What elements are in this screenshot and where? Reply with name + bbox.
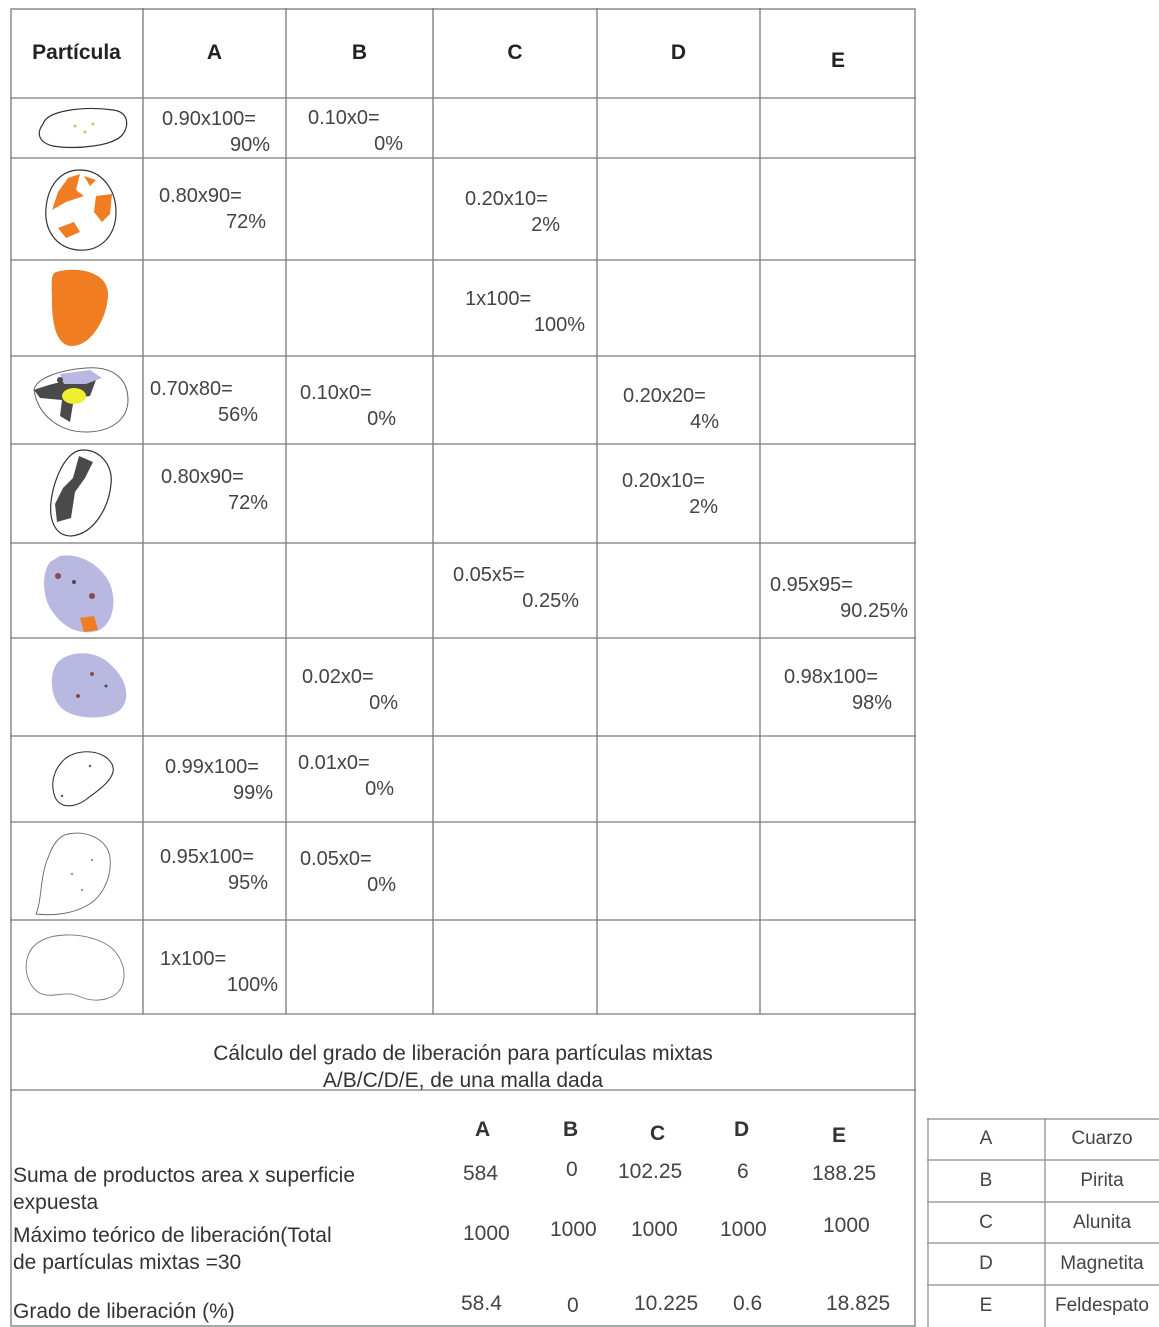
cell-5-d: 0.20x10= 2% (622, 470, 718, 518)
legend-row-d: D Magnetita (979, 1253, 1144, 1274)
legend-row-b: B Pirita (979, 1170, 1124, 1191)
summary-max-a: 1000 (463, 1222, 510, 1245)
cell-2-c: 0.20x10= 2% (465, 188, 560, 236)
cell-6-e: 0.95x95= 90.25% (770, 574, 908, 622)
cell-3-c: 1x100= 100% (465, 288, 585, 336)
summary-header-a: A (475, 1118, 491, 1141)
particle-1-icon (35, 104, 131, 154)
cell-2-a: 0.80x90= 72% (159, 185, 266, 233)
liberation-table (10, 8, 916, 1327)
cell-8-a: 0.99x100= 99% (165, 756, 273, 804)
cell-4-a: 0.70x80= 56% (150, 378, 258, 426)
summary-max-e: 1000 (823, 1214, 870, 1237)
summary-sum-c: 102.25 (618, 1160, 683, 1183)
summary-header-b: B (563, 1118, 579, 1141)
summary-label-max: Máximo teórico de liberación(Total de partículas mixtas =30 (13, 1224, 332, 1274)
header-d: D (670, 41, 687, 64)
header-particle: Partícula (32, 41, 121, 64)
summary-label-sum: Suma de productos area x superficie expuesta (13, 1164, 356, 1214)
summary-label-grade: Grado de liberación (%) (13, 1300, 235, 1323)
cell-9-a: 0.95x100= 95% (160, 846, 268, 894)
summary-sum-d: 6 (737, 1160, 749, 1183)
header-a: A (206, 41, 223, 64)
summary-grade-b: 0 (567, 1294, 579, 1317)
summary-grade-a: 58.4 (461, 1292, 502, 1315)
particle-3-icon (48, 266, 114, 350)
cell-10-a: 1x100= 100% (160, 948, 278, 996)
particle-7-icon (48, 648, 134, 724)
summary-sum-b: 0 (566, 1158, 578, 1181)
mineral-legend (927, 1118, 1159, 1327)
legend-row-e: E Feldespato (979, 1295, 1149, 1316)
cell-7-b: 0.02x0= 0% (302, 666, 398, 714)
cell-4-d: 0.20x20= 4% (623, 385, 719, 433)
legend-row-c: C Alunita (979, 1212, 1132, 1233)
summary-header-d: D (734, 1118, 750, 1141)
summary-header-c: C (650, 1122, 666, 1145)
particle-10-icon (20, 928, 132, 1008)
summary-max-b: 1000 (550, 1218, 597, 1241)
cell-1-a: 0.90x100= 90% (162, 108, 270, 156)
legend-row-a: A Cuarzo (979, 1128, 1133, 1149)
summary-header-e: E (832, 1124, 847, 1147)
summary-grade-d: 0.6 (733, 1292, 763, 1315)
cell-8-b: 0.01x0= 0% (298, 752, 394, 800)
summary-grade-e: 18.825 (826, 1292, 891, 1315)
cell-5-a: 0.80x90= 72% (161, 466, 268, 514)
calc-title-line-1: Cálculo del grado de liberación para partículas mixtas (213, 1042, 713, 1065)
summary-max-d: 1000 (720, 1218, 767, 1241)
calc-title (10, 1040, 916, 1094)
particle-9-icon (32, 830, 116, 918)
summary-grade-c: 10.225 (634, 1292, 699, 1315)
cell-1-b: 0.10x0= 0% (308, 107, 403, 155)
header-b: B (351, 41, 368, 64)
header-c: C (507, 41, 523, 64)
summary-sum-a: 584 (463, 1162, 499, 1185)
summary-sum-e: 188.25 (812, 1162, 877, 1185)
summary-max-c: 1000 (631, 1218, 678, 1241)
cell-6-c: 0.05x5= 0.25% (453, 564, 579, 612)
calc-title-line-2: A/B/C/D/E, de una malla dada (322, 1069, 604, 1092)
particle-8-icon (48, 746, 120, 814)
cell-7-e: 0.98x100= 98% (784, 666, 892, 714)
particle-6-icon (40, 552, 118, 636)
table-grid (10, 8, 916, 1327)
cell-9-b: 0.05x0= 0% (300, 848, 396, 896)
particle-5-icon (45, 448, 117, 540)
cell-4-b: 0.10x0= 0% (300, 382, 396, 430)
particle-2-icon (40, 166, 120, 256)
header-e: E (830, 49, 845, 72)
particle-4-icon (30, 360, 134, 440)
